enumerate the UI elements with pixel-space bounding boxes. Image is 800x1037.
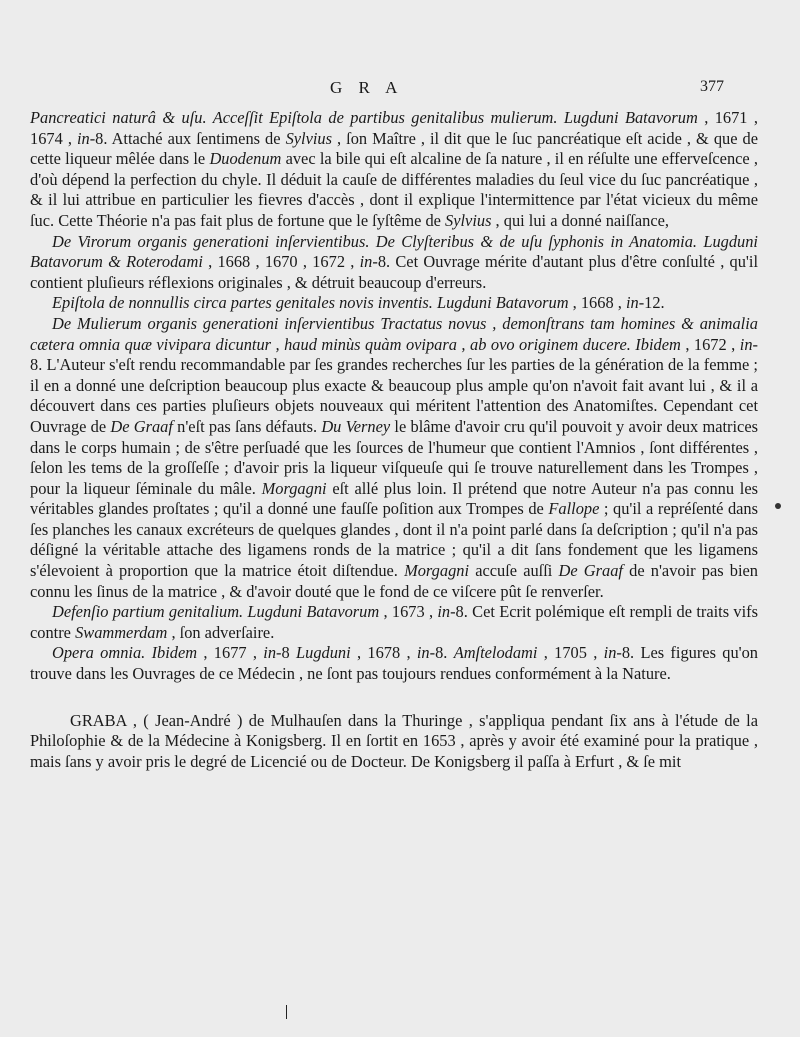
italic-text: De Graaf	[110, 416, 173, 436]
text-run: , 1678 ,	[350, 643, 417, 663]
body-text	[30, 108, 758, 772]
text-run: n'eſt pas ſans défauts.	[172, 416, 322, 436]
paragraph	[30, 232, 758, 294]
italic-text: Sylvius	[445, 210, 492, 230]
italic-text: in	[437, 602, 451, 622]
text-run: GRABA	[70, 710, 127, 730]
running-head: G R A	[330, 78, 404, 97]
text-run: , ( Jean-André ) de Mulhauſen dans la Thuringe , s'appliqua pendant ſix ans à l'étude de la Philoſophie & de la Médecine à Konigsberg. Il en ſortit en 1653 , après y avoir été examiné pour la pratique , mais ſans y avoir pris le degré de Licencié ou de Docteur. De Konigsberg il paſſa à Erfurt , & ſe mit	[30, 710, 758, 771]
text-run: le blâme d'avoir cru qu'il pouvoit y avoir deux matrices dans le corps humain ; de s'être perſuadé que les ſources de l'humeur que contient l'Amnios , ſont différentes , ſelon les tems de la groſſeſſe ; d'avoir pris la liqueur viſqueuſe qui ſe trouve naturellement dans les Trompes , pour la liqueur ſéminale du mâle.	[30, 416, 758, 498]
text-run: , 1677 ,	[197, 643, 264, 663]
italic-text: Epiſtola de nonnullis circa partes genitales novis inventis. Lugduni Batavorum	[52, 293, 569, 313]
text-run: , 1672 ,	[680, 334, 740, 354]
italic-text: Duodenum	[209, 149, 282, 169]
entry-paragraph	[30, 711, 758, 773]
text-run: eſt allé plus loin. Il prétend que notre Auteur n'a pas connu les véritables glandes proſtates ; qu'il a donné une fauſſe poſition aux Trompes de	[30, 478, 758, 519]
italic-text: Fallope	[548, 499, 600, 519]
italic-text: in	[359, 252, 373, 272]
italic-text: Morgagni	[261, 478, 327, 498]
page-header	[0, 78, 800, 104]
text-run: -8. L'Auteur s'eſt rendu recommandable par ſes grandes recherches ſur les parties de la génération de la femme ; il en a donné une deſcription beaucoup plus exacte & beaucoup plus ample qu'on n'avoit fait avant lui , & il a découvert dans ces parties pluſieurs objets nouveaux qui méritent l'attention des Anatomiſtes. Cependant cet Ouvrage de	[30, 334, 758, 436]
text-run: -8. Cet Ouvrage mérite d'autant plus d'être conſulté , qu'il contient pluſieurs réflexions originales , & détruit beaucoup d'erreurs.	[30, 252, 758, 292]
text-run: , 1705 ,	[537, 643, 604, 663]
margin-mark	[775, 503, 781, 509]
paragraph	[30, 293, 758, 314]
text-run: -8.	[429, 643, 454, 663]
text-run: , 1671 , 1674 ,	[30, 108, 758, 148]
page-number: 377	[700, 78, 724, 95]
text-run: -8. Les figures qu'on trouve dans les Ouvrages de ce Médecin , ne ſont pas toujours rendues conformément à la Nature.	[30, 643, 758, 684]
italic-text: in	[625, 293, 639, 313]
text-run: , ſon adverſaire.	[167, 622, 275, 642]
text-run: , ſon Maître , il dit que le ſuc pancréatique eſt acide , & que de cette liqueur mêlée dans le	[30, 128, 758, 169]
text-run: , 1668 ,	[568, 293, 626, 313]
text-run: , qui lui a donné naiſſance,	[491, 210, 669, 230]
italic-text: Sylvius	[285, 128, 332, 148]
text-run: accuſe auſſi	[469, 561, 559, 581]
text-run: , 1668 , 1670 , 1672 ,	[202, 252, 360, 272]
paragraph	[30, 602, 758, 643]
italic-text: Swammerdam	[75, 622, 168, 642]
italic-text: De Graaf	[558, 561, 623, 581]
italic-text: in	[416, 643, 430, 663]
text-run: ; qu'il a repréſenté dans ſes planches les canaux excréteurs de quelques glandes , dont il n'a point parlé dans ſa deſcription ; qu'il n'a pas déſigné la véritable attache des ligamens ronds de la matrice ; qu'il a dit ſans fondement que les ligamens s'élevoient à proportion que la matrice étoit diſtendue.	[30, 499, 759, 581]
paragraph	[30, 643, 758, 684]
paragraph	[30, 108, 758, 232]
italic-text: De Mulierum organis generationi inſervientibus Tractatus novus , demonſtrans tam homines & animalia cætera omnia quæ vivipara dicuntur , haud minùs quàm ovipara , ab ovo originem ducere. Ibidem	[30, 313, 758, 354]
italic-text: in	[263, 643, 277, 663]
italic-text: Opera omnia. Ibidem	[52, 643, 198, 663]
text-run: avec la bile qui eſt alcaline de ſa nature , il en réſulte une efferveſcence , d'où dépend la perfection du chyle. Il déduit la cauſe de différentes maladies du ſeul vice du ſuc pancréatique , & il lui attribue en particulier les fievres d'accès , dont il explique l'intermittence par l'état vicieux du même ſuc. Cette Théorie n'a pas fait plus de fortune que le ſyſtême de	[30, 149, 758, 230]
italic-text: Lugduni	[296, 643, 351, 663]
italic-text: De Virorum organis generationi inſervientibus. De Clyſteribus & de uſu ſyphonis in Anatomia. Lugduni Batavorum & Roterodami	[30, 231, 758, 272]
text-run: -8. Cet Ecrit polémique eſt rempli de traits vifs contre	[30, 602, 758, 642]
italic-text: Pancreatici naturâ & uſu. Acceſſit Epiſtola de partibus genitalibus mulierum. Lugduni Batavorum	[30, 108, 698, 127]
italic-text: Amſtelodami	[453, 643, 538, 663]
text-run: -8. Attaché aux ſentimens de	[89, 128, 286, 148]
text-run: , 1673 ,	[379, 602, 438, 622]
text-run: -8	[276, 643, 297, 663]
italic-text: Defenſio partium genitalium. Lugduni Batavorum	[52, 602, 380, 622]
printer-mark	[286, 1005, 287, 1019]
italic-text: in	[76, 128, 90, 148]
italic-text: in	[739, 334, 753, 354]
text-run: de n'avoir pas bien connu les ſinus de la matrice , & d'avoir douté que le fond de ce viſcere pût ſe renverſer.	[30, 561, 758, 601]
paragraph	[30, 314, 758, 602]
italic-text: Morgagni	[404, 561, 470, 581]
italic-text: Du Verney	[321, 416, 391, 436]
text-run: -12.	[638, 293, 665, 313]
italic-text: in	[603, 643, 617, 663]
